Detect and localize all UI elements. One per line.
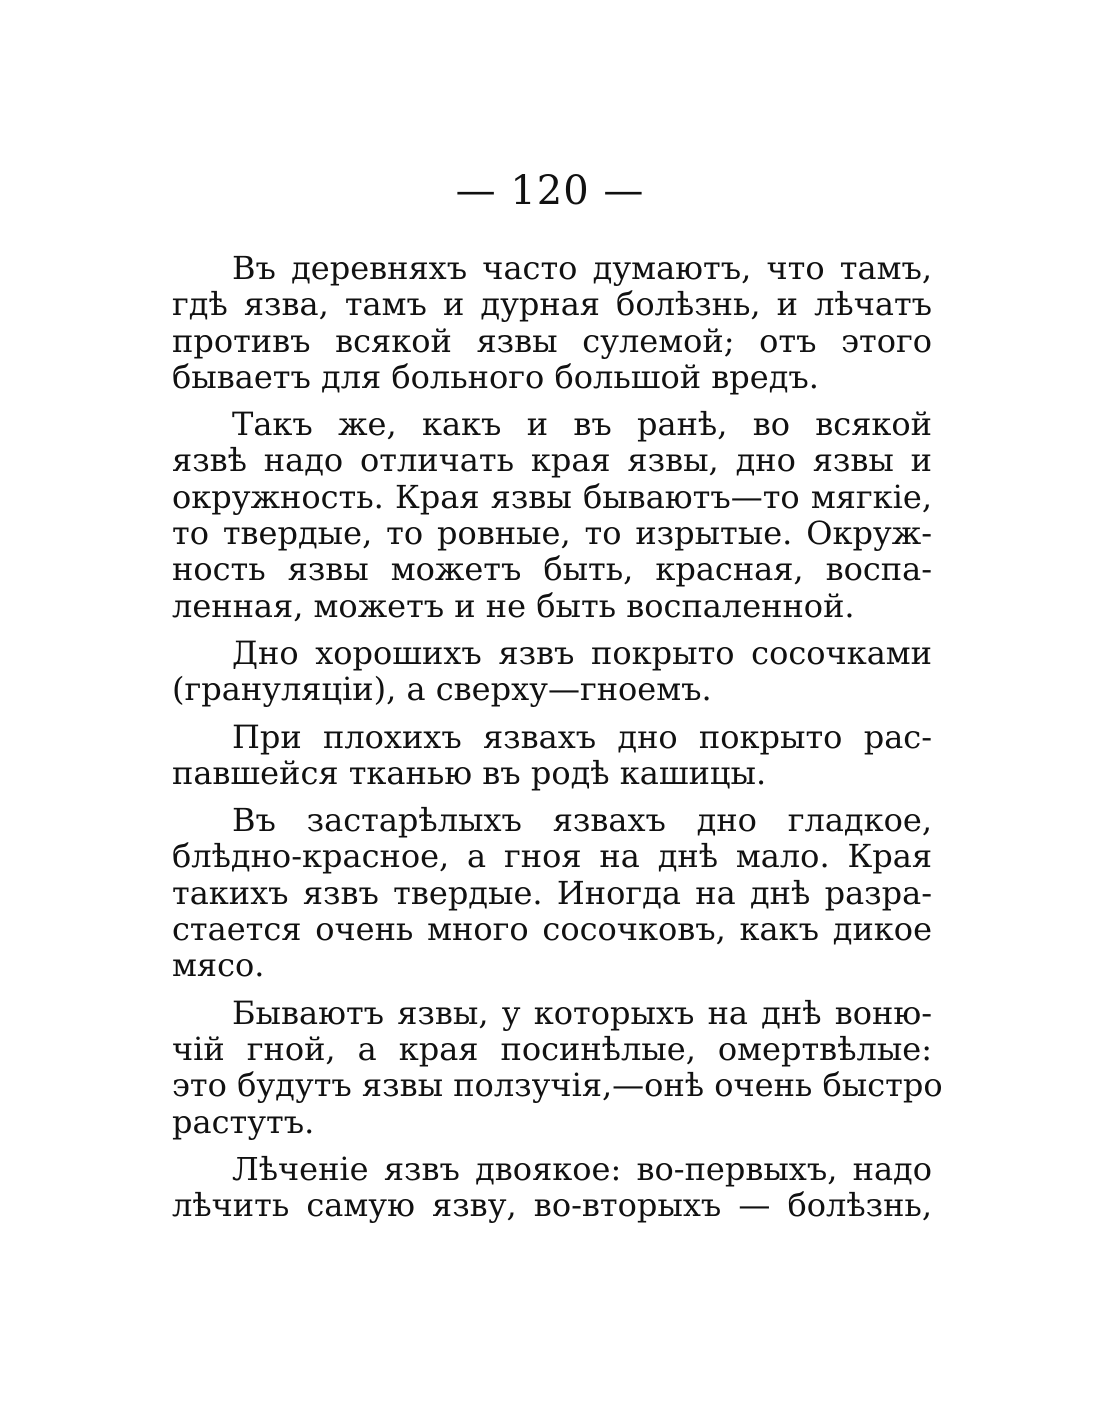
paragraph [172,993,943,1141]
text-line: гдѣ язва, тамъ и дурная болѣзнь, и лѣчатъ [172,285,932,324]
paragraph [172,250,932,395]
text-line: лѣчить самую язву, во-вторыхъ — болѣзнь, [172,1186,932,1225]
text-line: блѣдно-красное, а гноя на днѣ мало. Края [172,837,932,876]
text-line: ленная, можетъ и не быть воспаленной. [172,586,855,625]
paragraph [172,719,932,792]
text-line: (грануляціи), а сверху—гноемъ. [172,670,712,709]
text-line: Лѣченіе язвъ двоякое: во-первыхъ, надо [232,1149,932,1188]
text-line: ность язвы можетъ быть, красная, воспа- [172,550,932,589]
text-line: Бываютъ язвы, у которыхъ на днѣ воню- [232,993,932,1032]
paragraph [172,635,932,708]
text-line: Въ деревняхъ часто думаютъ, что тамъ, [232,249,932,287]
text-line: Дно хорошихъ язвъ покрыто сосочками [232,633,932,672]
text-line: стается очень много сосочковъ, какъ дикое [172,910,932,949]
paragraph [172,802,932,983]
body-text [172,249,943,1234]
text-line: Въ застарѣлыхъ язвахъ дно гладкое, [232,801,932,840]
text-line: то твердые, то ровные, то изрытые. Окруж- [172,514,932,553]
paragraph [172,406,932,624]
text-line: такихъ язвъ твердые. Иногда на днѣ разра- [172,873,932,912]
text-line: окружность. Края язвы бываютъ—то мягкіе, [172,477,932,516]
text-line: При плохихъ язвахъ дно покрыто рас- [232,717,932,756]
text-line: язвѣ надо отличать края язвы, дно язвы и [172,441,932,480]
text-line: мясо. [172,946,265,985]
text-line: чій гной, а края посинѣлые, омертвѣлые: [172,1029,932,1068]
text-line: павшейся тканью въ родѣ кашицы. [172,753,767,792]
text-line: Такъ же, какъ и въ ранѣ, во всякой [232,405,932,444]
paragraph [172,1151,932,1224]
text-line: растутъ. [172,1102,315,1141]
text-line: это будутъ язвы ползучія,—онѣ очень быстро [172,1066,943,1105]
text-line: бываетъ для больного большой вредъ. [172,357,819,396]
text-line: противъ всякой язвы сулемой; отъ этого [172,321,932,360]
page-number: — 120 — [455,168,645,214]
